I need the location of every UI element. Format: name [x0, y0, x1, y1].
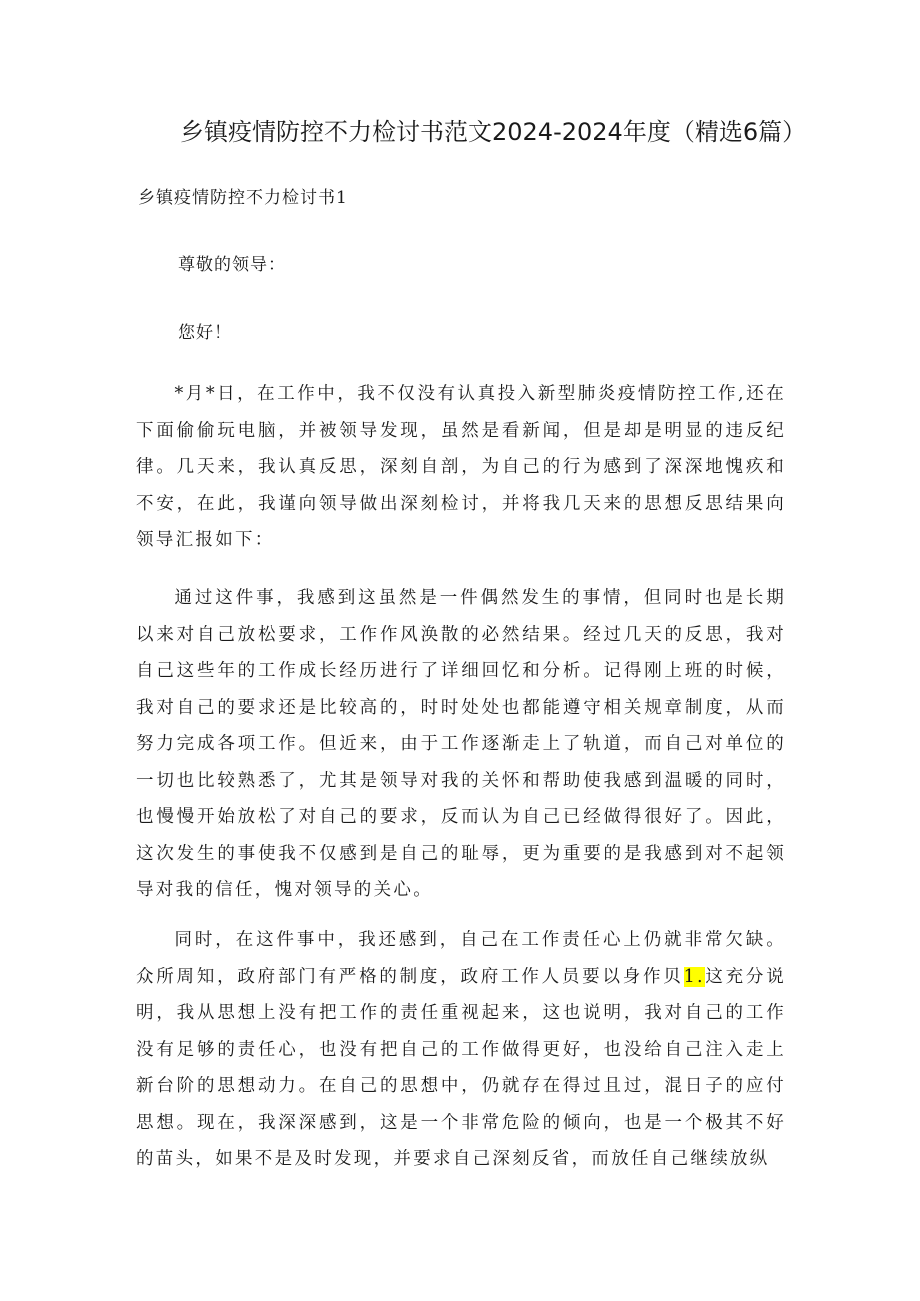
- greeting: 您好！: [178, 323, 232, 343]
- paragraph-3-text-b: 这充分说明，我从思想上没有把工作的责任重视起来，这也说明，我对自己的工作没有足够的责任心，也没有把自己的工作做得更好，也没给自己注入走上新台阶的思想动力。在自己的思想中，仍就存在得过且过，混日子的应付思想。现在，我深深感到，这是一个非常危险的倾向，也是一个极其不好的苗头，如果不是及时发现，并要求自己深刻反省，而放任自己继续放纵: [136, 966, 786, 1169]
- paragraph-3-text-a: 同时，在这件事中，我还感到，自己在工作责任心上仍就非常欠缺。众所周知，政府部门有严格的制度，政府工作人员要以身作贝: [136, 930, 786, 987]
- salutation: 尊敬的领导：: [178, 255, 286, 275]
- highlighted-marker: 1.: [683, 966, 705, 987]
- section-heading: 乡镇疫情防控不力检讨书1: [138, 188, 348, 208]
- document-title: 乡镇疫情防控不力检讨书范文2024-2024年度（精选6篇）: [180, 118, 807, 146]
- paragraph-2: 通过这件事，我感到这虽然是一件偶然发生的事情，但同时也是长期以来对自己放松要求，工作作风涣散的必然结果。经过几天的反思，我对自己这些年的工作成长经历进行了详细回忆和分析。记得刚上班的时候，我对自己的要求还是比较高的，时时处处也都能遵守相关规章制度，从而努力完成各项工作。但近来，由于工作逐渐走上了轨道，而自己对单位的一切也比较熟悉了，尤其是领导对我的关怀和帮助使我感到温暖的同时，也慢慢开始放松了对自己的要求，反而认为自己已经做得很好了。因此，这次发生的事使我不仅感到是自己的耻辱，更为重要的是我感到对不起领导对我的信任，愧对领导的关心。: [136, 588, 786, 900]
- paragraph-3: [136, 922, 786, 1178]
- paragraph-1: *月*日，在工作中，我不仅没有认真投入新型肺炎疫情防控工作,还在下面偷偷玩电脑，并被领导发现，虽然是看新闻，但是却是明显的违反纪律。几天来，我认真反思，深刻自剖，为自己的行为感到了深深地愧疚和不安，在此，我谨向领导做出深刻检讨，并将我几天来的思想反思结果向领导汇报如下：: [136, 384, 786, 550]
